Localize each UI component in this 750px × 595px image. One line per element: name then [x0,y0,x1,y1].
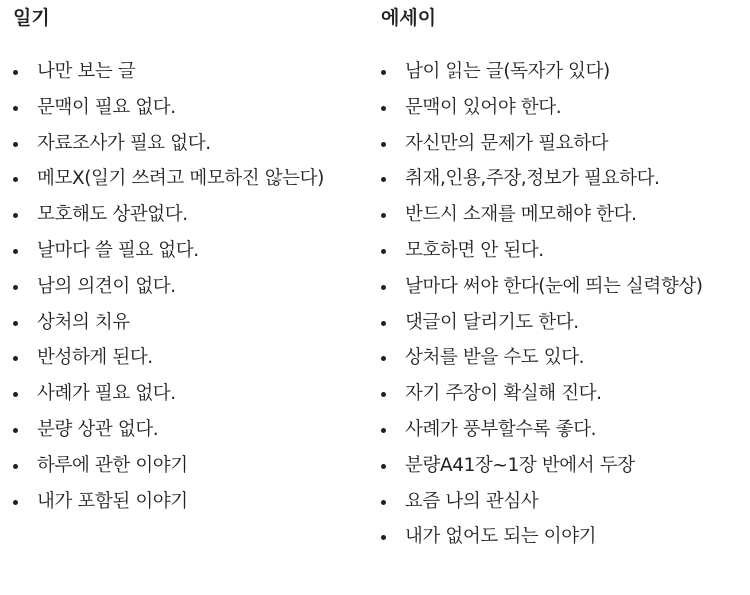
list-item [381,522,750,558]
diary-column-title: 일기 [13,7,50,29]
list-item-text: 날마다 써야 한다(눈에 띄는 실력향상) [405,275,703,297]
bullet-icon [13,392,18,397]
list-item-text: 날마다 쓸 필요 없다. [37,239,199,261]
essay-list [381,57,750,558]
list-item-text: 하루에 관한 이야기 [37,454,188,476]
list-item-text: 남의 의견이 없다. [37,275,176,297]
list-item [13,272,373,308]
list-item [381,93,750,129]
list-item-text: 취재,인용,주장,정보가 필요하다. [405,168,660,190]
list-item [13,487,373,523]
bullet-icon [13,464,18,469]
list-item [13,343,373,379]
bullet-icon [381,356,386,361]
bullet-icon [381,500,386,505]
list-item [13,57,373,93]
list-item [381,487,750,523]
list-item [13,200,373,236]
list-item-text: 분량 상관 없다. [37,418,159,440]
bullet-icon [381,213,386,218]
bullet-icon [381,285,386,290]
bullet-icon [381,321,386,326]
list-item [13,93,373,129]
list-item-text: 나만 보는 글 [37,61,136,82]
bullet-icon [381,249,386,254]
list-item [13,379,373,415]
list-item [381,272,750,308]
bullet-icon [381,106,386,111]
list-item-text: 모호해도 상관없다. [37,204,188,226]
essay-column-title: 에세이 [381,7,437,29]
bullet-icon [13,500,18,505]
bullet-icon [381,142,386,147]
list-item-text: 반드시 소재를 메모해야 한다. [405,204,637,226]
bullet-icon [381,177,386,182]
list-item-text: 자료조사가 필요 없다. [37,132,211,154]
diary-list [13,57,373,522]
list-item-text: 문맥이 필요 없다. [37,96,176,118]
list-item [381,57,750,93]
list-item-text: 분량A41장~1장 반에서 두장 [405,454,635,476]
bullet-icon [13,249,18,254]
list-item-text: 남이 읽는 글(독자가 있다) [405,61,610,82]
list-item-text: 자신만의 문제가 필요하다 [405,132,609,154]
list-item-text: 문맥이 있어야 한다. [405,96,562,118]
bullet-icon [381,428,386,433]
list-item [13,164,373,200]
bullet-icon [381,392,386,397]
list-item-text: 댓글이 달리기도 한다. [405,311,579,333]
bullet-icon [13,213,18,218]
list-item [381,343,750,379]
list-item [381,379,750,415]
bullet-icon [381,70,386,75]
bullet-icon [381,535,386,540]
list-item-text: 상처를 받을 수도 있다. [405,347,585,369]
list-item-text: 메모X(일기 쓰려고 메모하진 않는다) [37,168,324,190]
bullet-icon [13,428,18,433]
bullet-icon [13,106,18,111]
list-item [13,129,373,165]
list-item [13,415,373,451]
list-item [381,415,750,451]
list-item-text: 자기 주장이 확실해 진다. [405,383,602,405]
list-item-text: 내가 없어도 되는 이야기 [405,526,597,548]
bullet-icon [13,321,18,326]
bullet-icon [381,464,386,469]
list-item-text: 요즘 나의 관심사 [405,490,539,512]
list-item-text: 사례가 필요 없다. [37,383,176,405]
list-item-text: 내가 포함된 이야기 [37,490,188,512]
list-item-text: 상처의 치유 [37,311,130,333]
list-item [381,164,750,200]
list-item [381,308,750,344]
list-item [381,236,750,272]
list-item [381,129,750,165]
bullet-icon [13,285,18,290]
bullet-icon [13,177,18,182]
list-item [381,451,750,487]
bullet-icon [13,70,18,75]
list-item [13,451,373,487]
list-item [381,200,750,236]
bullet-icon [13,356,18,361]
list-item-text: 사례가 풍부할수록 좋다. [405,418,597,440]
list-item-text: 모호하면 안 된다. [405,239,544,261]
list-item [13,236,373,272]
list-item [13,308,373,344]
list-item-text: 반성하게 된다. [37,347,153,369]
bullet-icon [13,142,18,147]
